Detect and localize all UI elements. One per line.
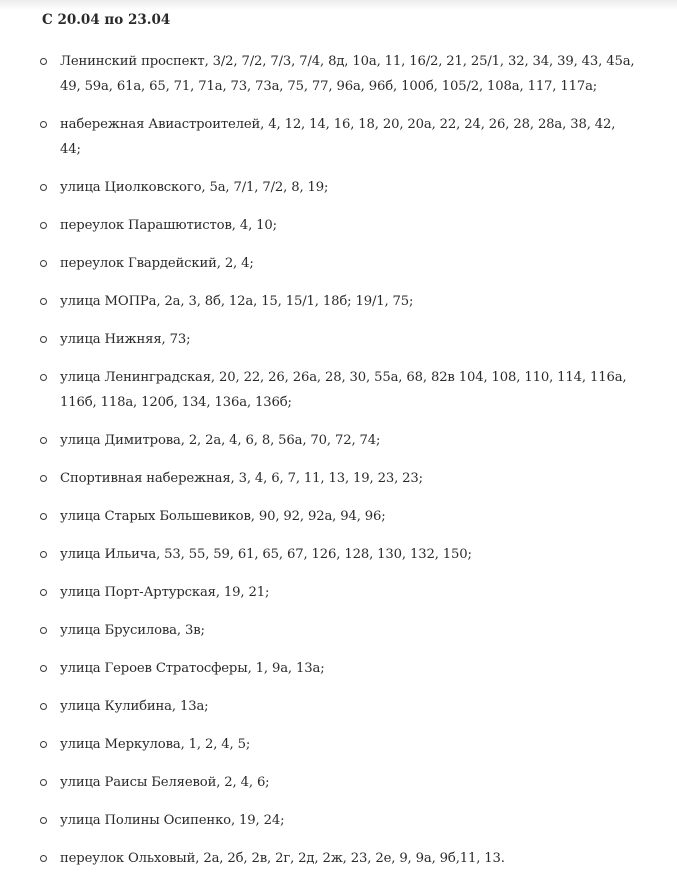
list-item bbox=[0, 656, 677, 681]
circle-bullet-icon bbox=[40, 336, 47, 343]
list-item bbox=[0, 49, 677, 99]
circle-bullet-icon bbox=[40, 703, 47, 710]
list-item bbox=[0, 618, 677, 643]
list-item bbox=[0, 542, 677, 567]
circle-bullet-icon bbox=[40, 551, 47, 558]
list-item-text: Спортивная набережная, 3, 4, 6, 7, 11, 13, 19, 23, 23; bbox=[60, 471, 423, 486]
list-item bbox=[0, 732, 677, 757]
list-item-text: улица Кулибина, 13а; bbox=[60, 699, 209, 714]
list-item bbox=[0, 846, 677, 871]
list-item bbox=[0, 694, 677, 719]
circle-bullet-icon bbox=[40, 437, 47, 444]
list-item bbox=[0, 213, 677, 238]
list-item bbox=[0, 175, 677, 200]
circle-bullet-icon bbox=[40, 184, 47, 191]
list-item-text: улица Полины Осипенко, 19, 24; bbox=[60, 813, 285, 828]
list-item bbox=[0, 428, 677, 453]
list-item-text: набережная Авиастроителей, 4, 12, 14, 16, 18, 20, 20а, 22, 24, 26, 28, 28а, 38, 42, 44; bbox=[60, 117, 616, 157]
list-item-text: улица Раисы Беляевой, 2, 4, 6; bbox=[60, 775, 270, 790]
list-item bbox=[0, 770, 677, 795]
circle-bullet-icon bbox=[40, 855, 47, 862]
circle-bullet-icon bbox=[40, 741, 47, 748]
circle-bullet-icon bbox=[40, 475, 47, 482]
list-item bbox=[0, 580, 677, 605]
circle-bullet-icon bbox=[40, 779, 47, 786]
list-item-text: переулок Ольховый, 2а, 2б, 2в, 2г, 2д, 2ж, 23, 2е, 9, 9а, 9б,11, 13. bbox=[60, 851, 505, 866]
circle-bullet-icon bbox=[40, 374, 47, 381]
circle-bullet-icon bbox=[40, 58, 47, 65]
list-item bbox=[0, 251, 677, 276]
list-item-text: улица Циолковского, 5а, 7/1, 7/2, 8, 19; bbox=[60, 180, 329, 195]
list-item-text: переулок Парашютистов, 4, 10; bbox=[60, 218, 277, 233]
list-item-text: улица Меркулова, 1, 2, 4, 5; bbox=[60, 737, 251, 752]
circle-bullet-icon bbox=[40, 260, 47, 267]
list-item-text: переулок Гвардейский, 2, 4; bbox=[60, 256, 254, 271]
circle-bullet-icon bbox=[40, 121, 47, 128]
circle-bullet-icon bbox=[40, 513, 47, 520]
list-item-text: улица Ильича, 53, 55, 59, 61, 65, 67, 126, 128, 130, 132, 150; bbox=[60, 547, 472, 562]
date-range-heading: С 20.04 по 23.04 bbox=[42, 12, 171, 28]
circle-bullet-icon bbox=[40, 589, 47, 596]
circle-bullet-icon bbox=[40, 627, 47, 634]
list-item-text: улица МОПРа, 2а, 3, 8б, 12а, 15, 15/1, 18б; 19/1, 75; bbox=[60, 294, 414, 309]
list-item bbox=[0, 808, 677, 833]
circle-bullet-icon bbox=[40, 298, 47, 305]
circle-bullet-icon bbox=[40, 222, 47, 229]
list-item-text: улица Порт-Артурская, 19, 21; bbox=[60, 585, 270, 600]
list-item-text: улица Брусилова, 3в; bbox=[60, 623, 205, 638]
circle-bullet-icon bbox=[40, 817, 47, 824]
list-item-text: улица Героев Стратосферы, 1, 9а, 13а; bbox=[60, 661, 325, 676]
list-item bbox=[0, 504, 677, 529]
top-shadow bbox=[0, 0, 677, 10]
list-item bbox=[0, 327, 677, 352]
list-item bbox=[0, 289, 677, 314]
circle-bullet-icon bbox=[40, 665, 47, 672]
street-list bbox=[0, 49, 677, 884]
list-item bbox=[0, 365, 677, 415]
list-item-text: улица Димитрова, 2, 2а, 4, 6, 8, 56а, 70, 72, 74; bbox=[60, 433, 381, 448]
list-item bbox=[0, 466, 677, 491]
list-item-text: Ленинский проспект, 3/2, 7/2, 7/3, 7/4, 8д, 10а, 11, 16/2, 21, 25/1, 32, 34, 39, 43, 45а, 49, 59а, 61а, 65, 71, 71а, 73, 73а, 75, 77, 96а, 96б, 100б, 105/2, 108а, 117, 117а; bbox=[60, 54, 635, 94]
list-item-text: улица Старых Большевиков, 90, 92, 92а, 94, 96; bbox=[60, 509, 386, 524]
list-item bbox=[0, 112, 677, 162]
list-item-text: улица Ленинградская, 20, 22, 26, 26а, 28, 30, 55а, 68, 82в 104, 108, 110, 114, 116а, 116б, 118а, 120б, 134, 136а, 136б; bbox=[60, 370, 627, 410]
list-item-text: улица Нижняя, 73; bbox=[60, 332, 191, 347]
